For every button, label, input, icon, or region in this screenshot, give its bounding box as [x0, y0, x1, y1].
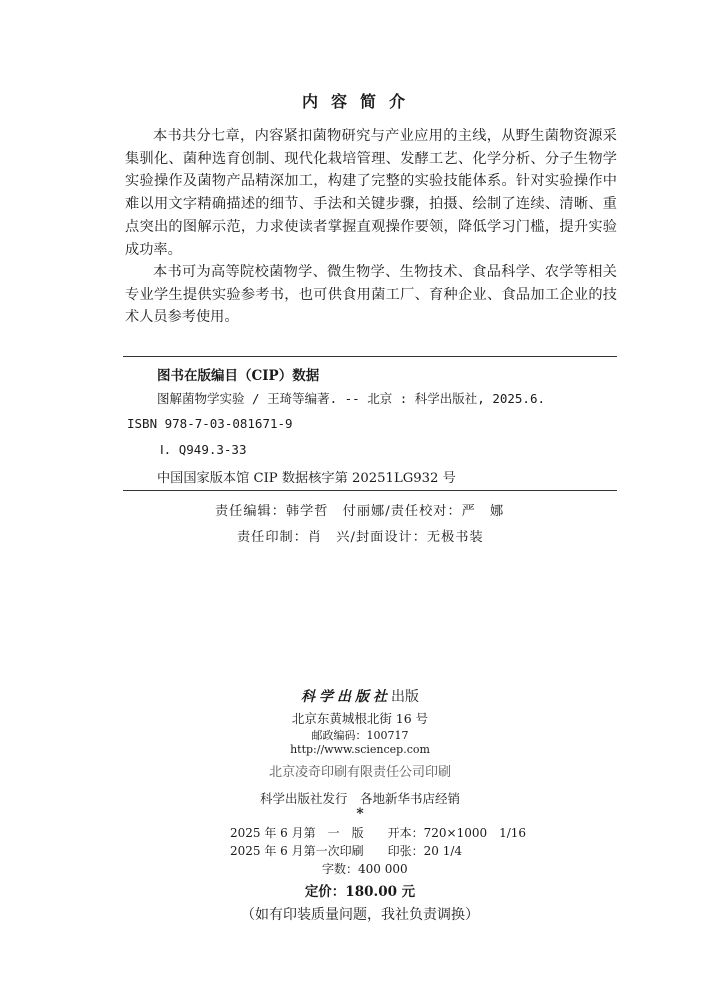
separator-star: *: [356, 806, 364, 822]
cip-title-line: 图解菌物学实验 / 王琦等编著. -- 北京 : 科学出版社, 2025.6.: [157, 391, 546, 406]
publisher-address: 北京东黄城根北街 16 号: [291, 711, 429, 726]
publisher-line: [0, 686, 720, 706]
cip-record-number: 中国国家版本馆 CIP 数据核字第 20251LG932 号: [157, 471, 456, 486]
publisher-suffix: 出版: [391, 689, 419, 705]
credits-editors: 责任编辑：韩学哲 付丽娜/责任校对：严 娜: [215, 504, 505, 519]
intro-paragraph-1: 本书共分七章，内容紧扣菌物研究与产业应用的主线，从野生菌物资源采集驯化、菌种选育创制、现代化栽培管理、发酵工艺、化学分析、分子生物学实验操作及菌物产品精深加工，构建了完整的实验技能体系。针对实验操作中难以用文字精确描述的细节、手法和关键步骤，拍摄、绘制了连续、清晰、重点突出的图解示范，力求使读者掌握直观操作要领，降低学习门槛，提升实验成功率。: [125, 128, 617, 258]
credits-production: 责任印制：肖 兴/封面设计：无极书装: [237, 530, 484, 545]
printer: 北京凌奇印刷有限责任公司印刷: [268, 765, 451, 780]
publisher-logo: 科学出版社: [301, 689, 391, 705]
website-link: http://www.sciencep.com: [290, 743, 430, 756]
cip-classification: Ⅰ. Q949.3-33: [160, 442, 247, 457]
cip-top-rule: [123, 356, 617, 357]
cip-bottom-rule: [123, 490, 617, 491]
cip-isbn: ISBN 978-7-03-081671-9: [127, 416, 293, 431]
quality-notice: （如有印装质量问题，我社负责调换）: [241, 907, 479, 923]
printing-info: 2025 年 6 月第一次印刷 印张：20 1/4: [230, 844, 463, 858]
intro-paragraph-2: 本书可为高等院校菌物学、微生物学、生物技术、食品科学、农学等相关专业学生提供实验参考书，也可供食用菌工厂、育种企业、食品加工企业的技术人员参考使用。: [125, 264, 617, 326]
word-count: 字数：400 000: [322, 862, 408, 876]
page-title: 内容简介: [301, 92, 418, 111]
postcode: 邮政编码：100717: [311, 729, 409, 742]
price: 定价：180.00 元: [304, 884, 416, 900]
distribution: 科学出版社发行 各地新华书店经销: [259, 791, 460, 806]
edition-info: 2025 年 6 月第 一 版 开本：720×1000 1/16: [230, 826, 527, 840]
cip-heading: 图书在版编目（CIP）数据: [157, 368, 320, 384]
